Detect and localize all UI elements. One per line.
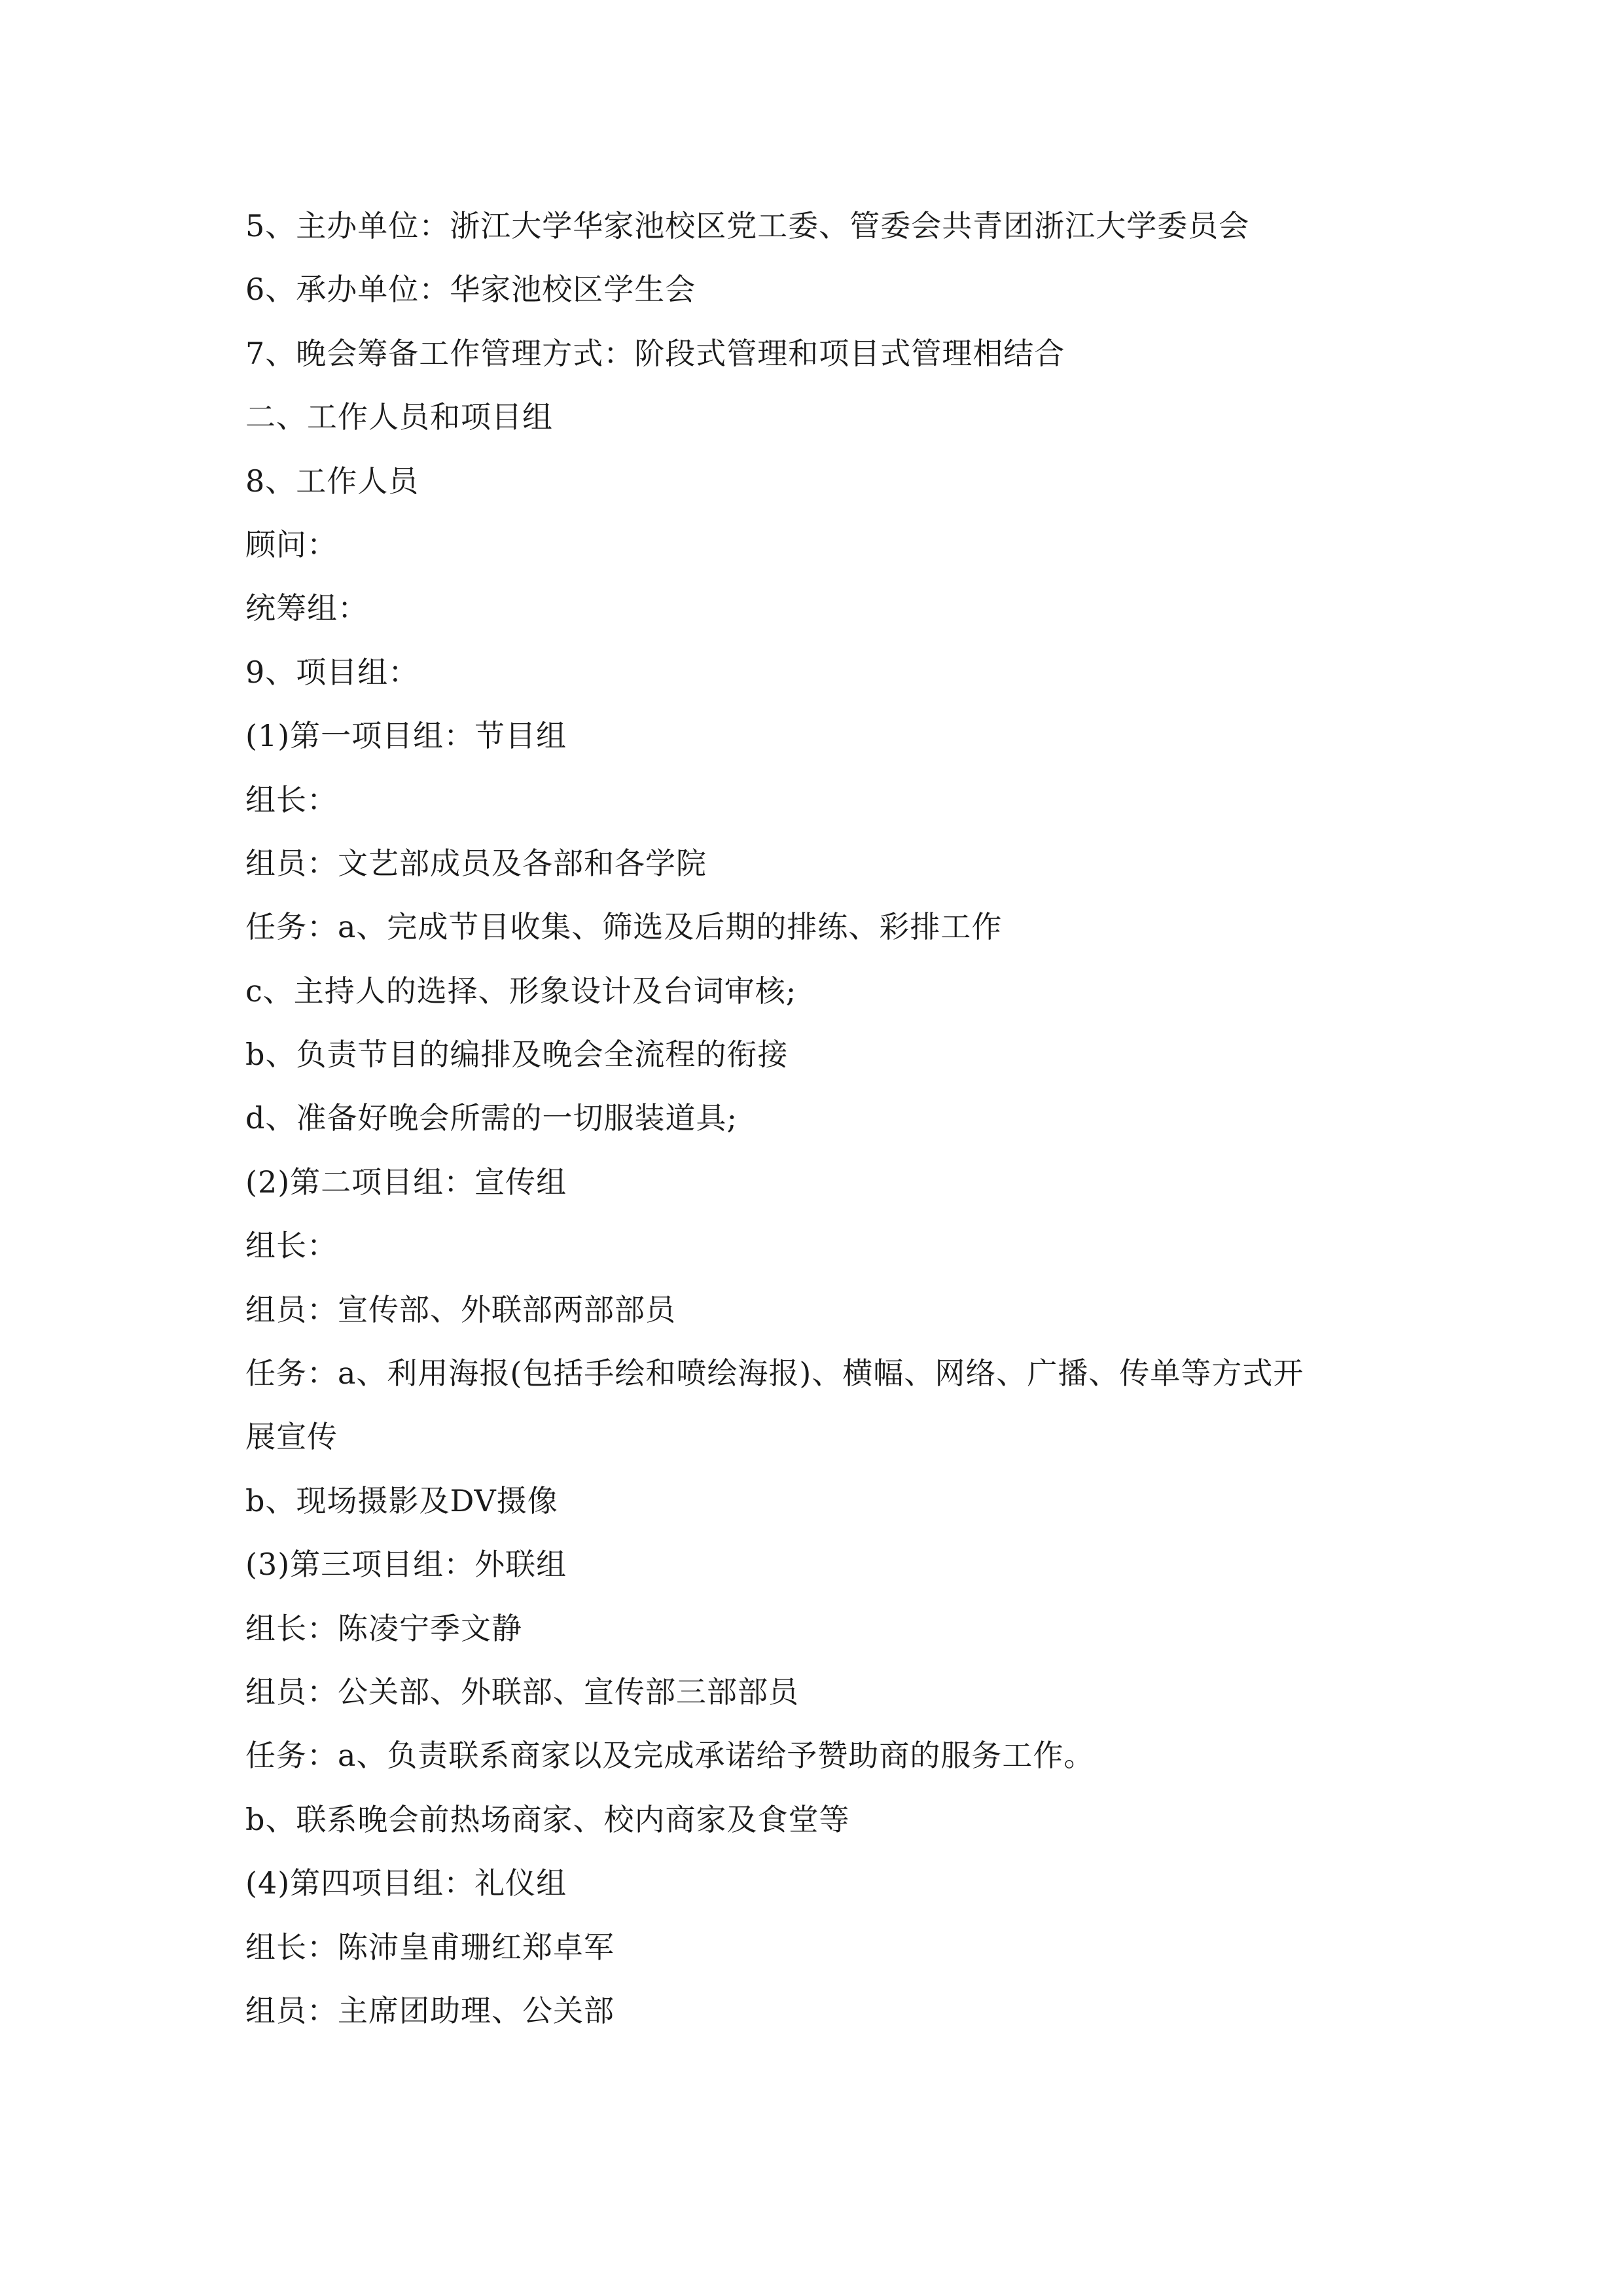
text-line: 组员：公关部、外联部、宣传部三部部员 bbox=[245, 1674, 799, 1710]
group-heading: (2)第二项目组：宣传组 bbox=[245, 1164, 567, 1200]
text-line: 组员：主席团助理、公关部 bbox=[245, 1992, 615, 2028]
text-line: b、联系晚会前热场商家、校内商家及食堂等 bbox=[245, 1801, 850, 1837]
text-line: d、准备好晚会所需的一切服装道具; bbox=[245, 1100, 738, 1136]
text-line: 8、工作人员 bbox=[245, 463, 419, 499]
text-line: c、主持人的选择、形象设计及台词审核; bbox=[245, 973, 797, 1009]
text-line: 9、项目组： bbox=[245, 654, 419, 690]
text-line: 组长：陈凌宁季文静 bbox=[245, 1610, 522, 1646]
text-line: 组员：宣传部、外联部两部部员 bbox=[245, 1291, 676, 1327]
text-line: 组长：陈沛皇甫珊红郑卓军 bbox=[245, 1929, 615, 1965]
text-line: 展宣传 bbox=[245, 1419, 338, 1455]
text-line: 任务：a、负责联系商家以及完成承诺给予赞助商的服务工作。 bbox=[245, 1738, 1095, 1774]
text-line: b、现场摄影及DV摄像 bbox=[245, 1482, 558, 1518]
section-heading: 二、工作人员和项目组 bbox=[245, 399, 553, 435]
text-line: 组长： bbox=[245, 1228, 338, 1264]
text-line: 组员：文艺部成员及各部和各学院 bbox=[245, 845, 707, 881]
group-heading: (1)第一项目组：节目组 bbox=[245, 718, 567, 754]
document-body bbox=[245, 194, 1397, 2043]
text-line: 6、承办单位：华家池校区学生会 bbox=[245, 272, 696, 308]
group-heading: (3)第三项目组：外联组 bbox=[245, 1547, 567, 1583]
text-line: 7、晚会筹备工作管理方式：阶段式管理和项目式管理相结合 bbox=[245, 335, 1065, 371]
text-line: 组长： bbox=[245, 781, 338, 817]
text-line: 统筹组： bbox=[245, 590, 368, 626]
text-line: b、负责节目的编排及晚会全流程的衔接 bbox=[245, 1037, 789, 1073]
text-line: 任务：a、利用海报(包括手绘和喷绘海报)、横幅、网络、广播、传单等方式开 bbox=[245, 1355, 1304, 1391]
group-heading: (4)第四项目组：礼仪组 bbox=[245, 1865, 567, 1901]
text-line: 顾问： bbox=[245, 526, 338, 562]
text-line: 5、主办单位：浙江大学华家池校区党工委、管委会共青团浙江大学委员会 bbox=[245, 208, 1250, 243]
text-line: 任务：a、完成节目收集、筛选及后期的排练、彩排工作 bbox=[245, 909, 1003, 945]
